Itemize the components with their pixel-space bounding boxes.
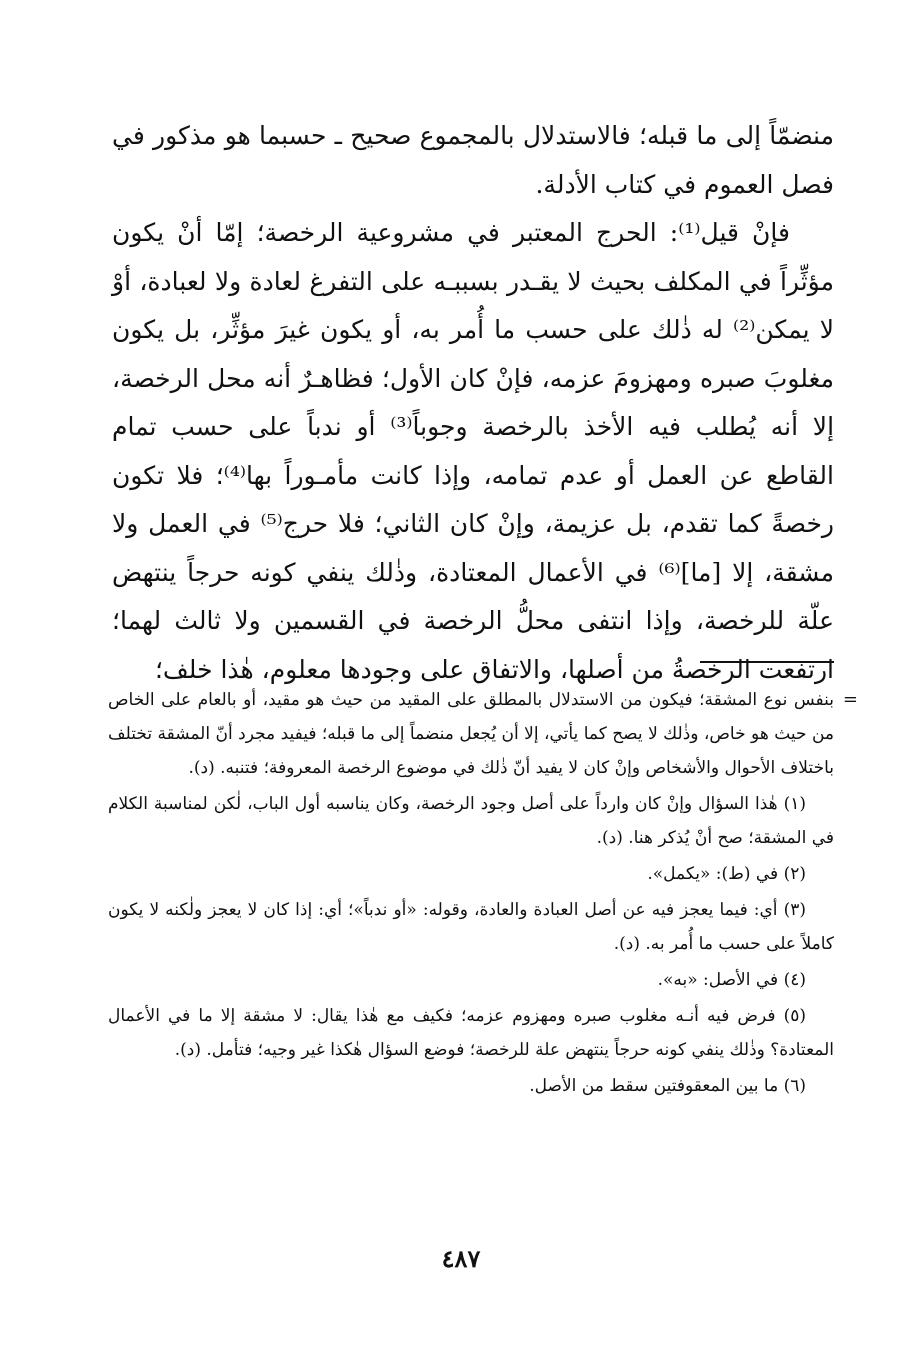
footnote-3: (٣) أي: فيما يعجز فيه عن أصل العبادة والعادة، وقوله: «أو ندباً»؛ أي: إذا كان لا يعجز ولٰكنه لا يكون كاملاً على حسب ما أُمر به. (د).: [108, 900, 834, 954]
main-text: [112, 112, 834, 694]
footnote-separator: [700, 661, 834, 663]
continuation-mark: =: [842, 689, 858, 710]
page-number: ٤٨٧: [441, 1244, 481, 1273]
footnote-5: (٥) فرض فيه أنـه مغلوب صبره ومهزوم عزمه؛ فكيف مع هٰذا يقال: لا مشقة إلا ما في الأعمال المعتادة؟ وذٰلك ينفي كونه حرجاً ينتهض علة للرخصة؛ فوضع السؤال هٰكذا غير وجيه؛ فتأمل. (د).: [108, 1006, 834, 1060]
footnote-1: (١) هٰذا السؤال وإنْ كان وارداً على أصل وجود الرخصة، وكان يناسبه أول الباب، لٰكن لمناسبة الكلام في المشقة؛ صح أنْ يُذكر هنا. (د).: [108, 794, 834, 848]
paragraph-1: منضمّاً إلى ما قبله؛ فالاستدلال بالمجموع صحيح ـ حسبما هو مذكور في فصل العموم في كتاب الأدلة.: [112, 121, 834, 199]
footnote-2: (٢) في (ط): «يكمل».: [647, 864, 806, 884]
footnotes: [108, 683, 858, 1105]
footnote-4: (٤) في الأصل: «به».: [657, 970, 806, 990]
paragraph-2: فإنْ قيل⁽¹⁾: الحرج المعتبر في مشروعية الرخصة؛ إمّا أنْ يكون مؤثِّراً في المكلف بحيث لا يقـدر بسببـه على التفرغ لعادة ولا لعبادة، أوْ لا يمكن⁽²⁾ له ذٰلك على حسب ما أُمر به، أو يكون غيرَ مؤثِّر، بل يكون مغلوبَ صبره ومهزومَ عزمه، فإنْ كان الأول؛ فظاهـرٌ أنه محل الرخصة، إلا أنه يُطلب فيه الأخذ بالرخصة وجوباً⁽³⁾ أو ندباً على حسب تمام القاطع عن العمل أو عدم تمامه، وإذا كانت مأمـوراً بها⁽⁴⁾؛ فلا تكون رخصةً كما تقدم، بل عزيمة، وإنْ كان الثاني؛ فلا حرج⁽⁵⁾ في العمل ولا مشقة، إلا [ما]⁽⁶⁾ في الأعمال المعتادة، وذٰلك ينفي كونه حرجاً ينتهض علّة للرخصة، وإذا انتفى محلُّ الرخصة في القسمين ولا ثالث لهما؛ ارتفعت الرخصةُ من أصلها، والاتفاق على وجودها معلوم، هٰذا خلف؛: [112, 218, 835, 684]
footnote-6: (٦) ما بين المعقوفتين سقط من الأصل.: [529, 1076, 806, 1096]
footnote-continuation: [108, 683, 858, 785]
footnote-continuation-text: بنفس نوع المشقة؛ فيكون من الاستدلال بالمطلق على المقيد من حيث هو مقيد، أو بالعام على الخاص من حيث هو خاص، وذٰلك لا يصح كما يأتي، إلا أن يُجعل منضماً إلى ما قبله؛ فيفيد مجرد أنّ المشقة تختلف باختلاف الأحوال والأشخاص وإنْ كان لا يفيد أنّ ذٰلك في موضوع الرخصة المعروفة؛ فتنبه. (د).: [108, 690, 834, 778]
